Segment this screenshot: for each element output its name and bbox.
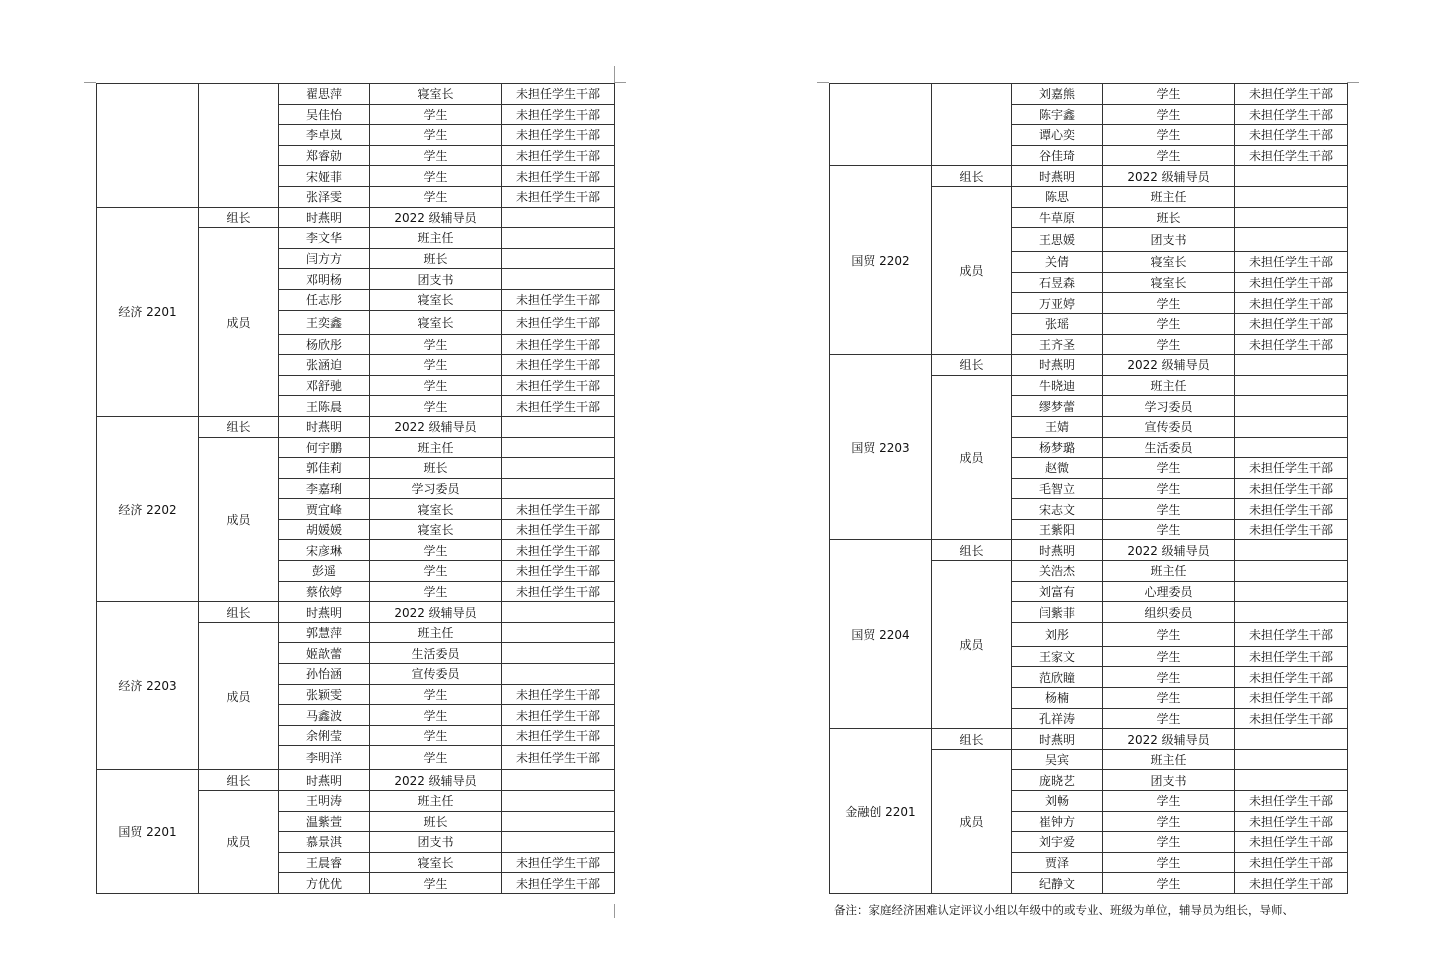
position-cell: 寝室长 [370, 852, 502, 873]
name-cell: 贾宜峰 [279, 499, 370, 520]
position-cell: 学生 [1103, 873, 1235, 894]
note-cell: 未担任学生干部 [502, 145, 615, 166]
note-cell [1235, 540, 1348, 561]
note-cell: 未担任学生干部 [1235, 873, 1348, 894]
position-cell: 团支书 [370, 269, 502, 290]
class-name-cell: 经济 2203 [97, 602, 199, 770]
name-cell: 姬歆蕾 [279, 643, 370, 664]
note-cell [502, 437, 615, 458]
position-cell: 2022 级辅导员 [1103, 355, 1235, 376]
footnote: 备注：家庭经济困难认定评议小组以年级中的或专业、班级为单位，辅导员为组长，导师、 [834, 903, 1294, 917]
position-cell: 学生 [1103, 622, 1235, 646]
class-name-cell: 国贸 2203 [830, 355, 932, 540]
name-cell: 张瑶 [1012, 313, 1103, 334]
crop-mark [1347, 82, 1359, 83]
name-cell: 时燕明 [1012, 729, 1103, 750]
name-cell: 杨楠 [1012, 688, 1103, 709]
note-cell: 未担任学生干部 [1235, 334, 1348, 355]
note-cell: 未担任学生干部 [502, 334, 615, 355]
note-cell [1235, 416, 1348, 437]
role-cell: 成员 [932, 561, 1012, 729]
name-cell: 杨欣彤 [279, 334, 370, 355]
left-roster-table [96, 83, 615, 894]
position-cell: 学生 [1103, 334, 1235, 355]
position-cell: 学生 [370, 540, 502, 561]
role-cell: 组长 [199, 770, 279, 791]
note-cell: 未担任学生干部 [502, 289, 615, 310]
name-cell: 邓明杨 [279, 269, 370, 290]
crop-mark [614, 66, 615, 82]
note-cell: 未担任学生干部 [502, 310, 615, 334]
name-cell: 宋娅菲 [279, 166, 370, 187]
note-cell [1235, 749, 1348, 770]
position-cell: 学生 [370, 125, 502, 146]
note-cell: 未担任学生干部 [502, 166, 615, 187]
position-cell: 生活委员 [370, 643, 502, 664]
name-cell: 时燕明 [279, 770, 370, 791]
note-cell [1235, 228, 1348, 252]
position-cell: 2022 级辅导员 [370, 416, 502, 437]
table-row [97, 770, 615, 791]
name-cell: 胡媛媛 [279, 519, 370, 540]
position-cell: 寝室长 [370, 499, 502, 520]
position-cell: 学生 [1103, 646, 1235, 667]
note-cell: 未担任学生干部 [1235, 791, 1348, 812]
note-cell: 未担任学生干部 [502, 561, 615, 582]
name-cell: 关倩 [1012, 252, 1103, 273]
note-cell: 未担任学生干部 [1235, 458, 1348, 479]
note-cell: 未担任学生干部 [502, 725, 615, 746]
name-cell: 王婧 [1012, 416, 1103, 437]
table-row [830, 84, 1348, 105]
role-cell: 组长 [932, 729, 1012, 750]
crop-mark [614, 904, 615, 918]
name-cell: 闫方方 [279, 248, 370, 269]
note-cell: 未担任学生干部 [1235, 499, 1348, 520]
position-cell: 学生 [1103, 458, 1235, 479]
position-cell: 生活委员 [1103, 437, 1235, 458]
name-cell: 李明洋 [279, 746, 370, 770]
position-cell: 班主任 [1103, 561, 1235, 582]
position-cell: 学生 [370, 186, 502, 207]
position-cell: 学生 [1103, 811, 1235, 832]
name-cell: 邓舒驰 [279, 375, 370, 396]
name-cell: 时燕明 [1012, 540, 1103, 561]
position-cell: 班主任 [1103, 186, 1235, 207]
class-name-cell [830, 84, 932, 166]
name-cell: 吴宾 [1012, 749, 1103, 770]
name-cell: 宋彦琳 [279, 540, 370, 561]
position-cell: 学生 [370, 396, 502, 417]
note-cell [1235, 166, 1348, 187]
position-cell: 学生 [370, 581, 502, 602]
position-cell: 学生 [370, 684, 502, 705]
position-cell: 班主任 [370, 622, 502, 643]
note-cell: 未担任学生干部 [1235, 708, 1348, 729]
name-cell: 方优优 [279, 873, 370, 894]
name-cell: 陈思 [1012, 186, 1103, 207]
note-cell: 未担任学生干部 [502, 873, 615, 894]
name-cell: 谷佳琦 [1012, 145, 1103, 166]
name-cell: 刘畅 [1012, 791, 1103, 812]
class-name-cell: 金融创 2201 [830, 729, 932, 894]
table-row [830, 729, 1348, 750]
note-cell: 未担任学生干部 [1235, 832, 1348, 853]
table-row [97, 207, 615, 228]
note-cell [502, 622, 615, 643]
position-cell: 学生 [1103, 688, 1235, 709]
note-cell: 未担任学生干部 [1235, 272, 1348, 293]
note-cell: 未担任学生干部 [502, 581, 615, 602]
note-cell: 未担任学生干部 [502, 84, 615, 105]
position-cell: 寝室长 [1103, 272, 1235, 293]
position-cell: 学生 [1103, 519, 1235, 540]
position-cell: 学生 [370, 104, 502, 125]
note-cell: 未担任学生干部 [1235, 104, 1348, 125]
note-cell [502, 458, 615, 479]
position-cell: 寝室长 [370, 310, 502, 334]
name-cell: 张泽雯 [279, 186, 370, 207]
note-cell [1235, 602, 1348, 623]
note-cell: 未担任学生干部 [502, 186, 615, 207]
position-cell: 班主任 [370, 228, 502, 249]
name-cell: 时燕明 [279, 207, 370, 228]
crop-mark [614, 82, 626, 83]
role-cell: 成员 [932, 749, 1012, 893]
name-cell: 毛智立 [1012, 478, 1103, 499]
role-cell [932, 84, 1012, 166]
note-cell [1235, 437, 1348, 458]
name-cell: 郭佳莉 [279, 458, 370, 479]
position-cell: 寝室长 [370, 289, 502, 310]
note-cell: 未担任学生干部 [502, 104, 615, 125]
note-cell: 未担任学生干部 [1235, 293, 1348, 314]
position-cell: 学习委员 [370, 478, 502, 499]
role-cell: 成员 [932, 375, 1012, 540]
table-row [830, 355, 1348, 376]
position-cell: 学生 [370, 334, 502, 355]
class-name-cell [97, 84, 199, 208]
note-cell: 未担任学生干部 [1235, 313, 1348, 334]
position-cell: 学习委员 [1103, 396, 1235, 417]
name-cell: 刘彤 [1012, 622, 1103, 646]
position-cell: 宣传委员 [1103, 416, 1235, 437]
name-cell: 王奕鑫 [279, 310, 370, 334]
name-cell: 万亚婷 [1012, 293, 1103, 314]
note-cell [1235, 207, 1348, 228]
position-cell: 班长 [1103, 207, 1235, 228]
note-cell: 未担任学生干部 [1235, 811, 1348, 832]
note-cell [1235, 770, 1348, 791]
name-cell: 王紫阳 [1012, 519, 1103, 540]
crop-mark [817, 82, 829, 83]
name-cell: 时燕明 [1012, 166, 1103, 187]
position-cell: 寝室长 [1103, 252, 1235, 273]
name-cell: 李文华 [279, 228, 370, 249]
name-cell: 宋志文 [1012, 499, 1103, 520]
name-cell: 何宇鹏 [279, 437, 370, 458]
position-cell: 2022 级辅导员 [370, 207, 502, 228]
position-cell: 学生 [1103, 313, 1235, 334]
name-cell: 刘嘉熊 [1012, 84, 1103, 105]
note-cell [502, 811, 615, 832]
note-cell: 未担任学生干部 [1235, 646, 1348, 667]
name-cell: 慕景淇 [279, 832, 370, 853]
name-cell: 王明涛 [279, 791, 370, 812]
note-cell: 未担任学生干部 [502, 540, 615, 561]
right-roster-table [829, 83, 1348, 894]
name-cell: 谭心奕 [1012, 125, 1103, 146]
note-cell: 未担任学生干部 [1235, 252, 1348, 273]
note-cell [502, 791, 615, 812]
role-cell: 成员 [199, 791, 279, 894]
note-cell [1235, 355, 1348, 376]
note-cell [1235, 729, 1348, 750]
role-cell: 成员 [199, 228, 279, 417]
position-cell: 班主任 [1103, 375, 1235, 396]
role-cell: 组长 [932, 540, 1012, 561]
note-cell [1235, 375, 1348, 396]
name-cell: 王家文 [1012, 646, 1103, 667]
position-cell: 学生 [370, 375, 502, 396]
table-row [830, 540, 1348, 561]
note-cell [502, 478, 615, 499]
position-cell: 学生 [1103, 852, 1235, 873]
position-cell: 学生 [370, 725, 502, 746]
position-cell: 学生 [1103, 293, 1235, 314]
note-cell [1235, 396, 1348, 417]
name-cell: 吴佳怡 [279, 104, 370, 125]
note-cell: 未担任学生干部 [502, 705, 615, 726]
name-cell: 时燕明 [279, 602, 370, 623]
role-cell: 组长 [932, 355, 1012, 376]
position-cell: 2022 级辅导员 [1103, 540, 1235, 561]
position-cell: 学生 [1103, 145, 1235, 166]
note-cell: 未担任学生干部 [1235, 519, 1348, 540]
position-cell: 学生 [1103, 791, 1235, 812]
position-cell: 2022 级辅导员 [1103, 729, 1235, 750]
position-cell: 学生 [370, 561, 502, 582]
position-cell: 班长 [370, 458, 502, 479]
note-cell [502, 228, 615, 249]
note-cell: 未担任学生干部 [502, 852, 615, 873]
name-cell: 杨梦璐 [1012, 437, 1103, 458]
name-cell: 李嘉琍 [279, 478, 370, 499]
table-row [97, 84, 615, 105]
class-name-cell: 国贸 2201 [97, 770, 199, 894]
note-cell: 未担任学生干部 [1235, 145, 1348, 166]
note-cell: 未担任学生干部 [1235, 852, 1348, 873]
position-cell: 学生 [1103, 104, 1235, 125]
name-cell: 庞晓艺 [1012, 770, 1103, 791]
name-cell: 牛晓迪 [1012, 375, 1103, 396]
note-cell: 未担任学生干部 [1235, 125, 1348, 146]
position-cell: 心理委员 [1103, 581, 1235, 602]
position-cell: 班主任 [370, 791, 502, 812]
note-cell: 未担任学生干部 [1235, 667, 1348, 688]
note-cell [502, 416, 615, 437]
name-cell: 孙怡涵 [279, 664, 370, 685]
name-cell: 王晨睿 [279, 852, 370, 873]
role-cell: 成员 [199, 622, 279, 770]
position-cell: 团支书 [1103, 770, 1235, 791]
role-cell: 成员 [932, 186, 1012, 354]
position-cell: 学生 [1103, 84, 1235, 105]
note-cell [502, 602, 615, 623]
name-cell: 刘宇爱 [1012, 832, 1103, 853]
name-cell: 刘富有 [1012, 581, 1103, 602]
name-cell: 王陈晨 [279, 396, 370, 417]
name-cell: 李卓岚 [279, 125, 370, 146]
note-cell: 未担任学生干部 [1235, 688, 1348, 709]
position-cell: 寝室长 [370, 84, 502, 105]
note-cell: 未担任学生干部 [1235, 622, 1348, 646]
position-cell: 班长 [370, 248, 502, 269]
note-cell [502, 269, 615, 290]
table-row [97, 602, 615, 623]
position-cell: 学生 [370, 355, 502, 376]
role-cell [199, 84, 279, 208]
name-cell: 郑睿勍 [279, 145, 370, 166]
name-cell: 范欣瞳 [1012, 667, 1103, 688]
position-cell: 学生 [370, 705, 502, 726]
name-cell: 陈宇鑫 [1012, 104, 1103, 125]
name-cell: 余俐莹 [279, 725, 370, 746]
name-cell: 王思媛 [1012, 228, 1103, 252]
role-cell: 组长 [199, 416, 279, 437]
position-cell: 学生 [1103, 125, 1235, 146]
position-cell: 2022 级辅导员 [370, 770, 502, 791]
position-cell: 学生 [1103, 832, 1235, 853]
name-cell: 牛草原 [1012, 207, 1103, 228]
note-cell [502, 643, 615, 664]
position-cell: 学生 [1103, 478, 1235, 499]
note-cell: 未担任学生干部 [502, 746, 615, 770]
name-cell: 郭慧萍 [279, 622, 370, 643]
name-cell: 王齐圣 [1012, 334, 1103, 355]
table-row [830, 166, 1348, 187]
position-cell: 学生 [370, 145, 502, 166]
note-cell [1235, 561, 1348, 582]
role-cell: 组长 [199, 207, 279, 228]
class-name-cell: 经济 2201 [97, 207, 199, 416]
class-name-cell: 国贸 2202 [830, 166, 932, 355]
name-cell: 张颖雯 [279, 684, 370, 705]
name-cell: 翟思萍 [279, 84, 370, 105]
class-name-cell: 经济 2202 [97, 416, 199, 601]
name-cell: 关浩杰 [1012, 561, 1103, 582]
note-cell [502, 248, 615, 269]
position-cell: 2022 级辅导员 [1103, 166, 1235, 187]
note-cell: 未担任学生干部 [1235, 84, 1348, 105]
name-cell: 缪梦蕾 [1012, 396, 1103, 417]
note-cell: 未担任学生干部 [502, 355, 615, 376]
position-cell: 学生 [370, 166, 502, 187]
position-cell: 2022 级辅导员 [370, 602, 502, 623]
role-cell: 组长 [932, 166, 1012, 187]
position-cell: 宣传委员 [370, 664, 502, 685]
class-name-cell: 国贸 2204 [830, 540, 932, 729]
note-cell: 未担任学生干部 [1235, 478, 1348, 499]
note-cell [502, 207, 615, 228]
crop-mark [84, 82, 96, 83]
note-cell [502, 832, 615, 853]
position-cell: 班长 [370, 811, 502, 832]
name-cell: 贾泽 [1012, 852, 1103, 873]
position-cell: 团支书 [1103, 228, 1235, 252]
role-cell: 成员 [199, 437, 279, 602]
position-cell: 学生 [370, 746, 502, 770]
position-cell: 班主任 [370, 437, 502, 458]
name-cell: 时燕明 [279, 416, 370, 437]
note-cell [1235, 186, 1348, 207]
name-cell: 任志彤 [279, 289, 370, 310]
position-cell: 团支书 [370, 832, 502, 853]
name-cell: 张涵迫 [279, 355, 370, 376]
name-cell: 马鑫波 [279, 705, 370, 726]
note-cell: 未担任学生干部 [502, 396, 615, 417]
name-cell: 孔祥涛 [1012, 708, 1103, 729]
note-cell: 未担任学生干部 [502, 519, 615, 540]
position-cell: 班主任 [1103, 749, 1235, 770]
name-cell: 时燕明 [1012, 355, 1103, 376]
name-cell: 彭遥 [279, 561, 370, 582]
position-cell: 学生 [1103, 708, 1235, 729]
position-cell: 组织委员 [1103, 602, 1235, 623]
position-cell: 学生 [370, 873, 502, 894]
name-cell: 石昱森 [1012, 272, 1103, 293]
note-cell [502, 770, 615, 791]
note-cell: 未担任学生干部 [502, 125, 615, 146]
position-cell: 学生 [1103, 499, 1235, 520]
role-cell: 组长 [199, 602, 279, 623]
note-cell [502, 664, 615, 685]
note-cell: 未担任学生干部 [502, 375, 615, 396]
name-cell: 蔡依婷 [279, 581, 370, 602]
note-cell [1235, 581, 1348, 602]
name-cell: 闫紫菲 [1012, 602, 1103, 623]
name-cell: 纪静文 [1012, 873, 1103, 894]
note-cell: 未担任学生干部 [502, 499, 615, 520]
name-cell: 赵微 [1012, 458, 1103, 479]
name-cell: 崔钟方 [1012, 811, 1103, 832]
position-cell: 寝室长 [370, 519, 502, 540]
name-cell: 温紫萱 [279, 811, 370, 832]
table-row [97, 416, 615, 437]
note-cell: 未担任学生干部 [502, 684, 615, 705]
position-cell: 学生 [1103, 667, 1235, 688]
